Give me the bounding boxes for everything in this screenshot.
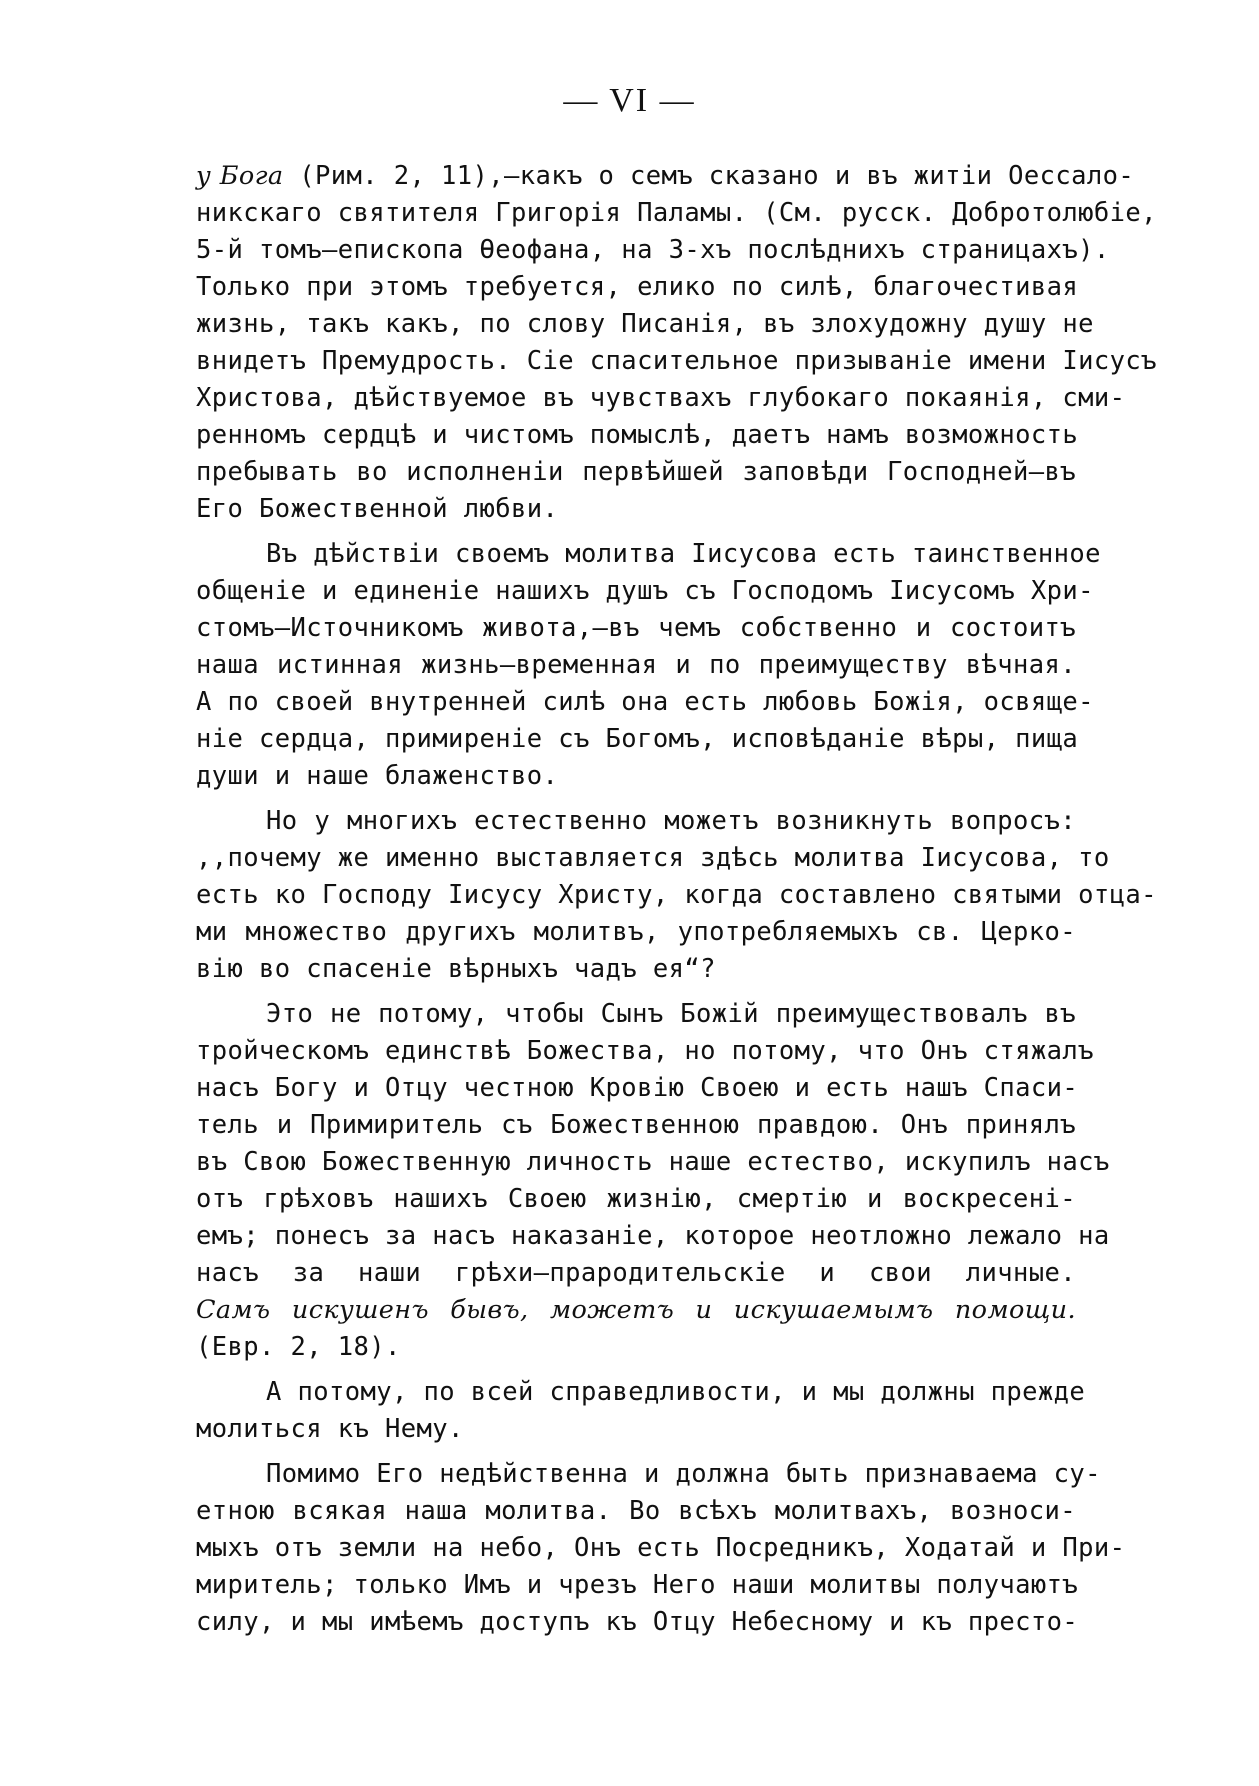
text-line <box>196 914 1076 951</box>
text-run: есть ко Господу Іисусу Христу, когда составлено святыми отца- <box>196 880 1157 910</box>
paragraph <box>196 996 1110 1366</box>
text-line <box>196 1107 1076 1144</box>
text-line <box>196 417 1079 454</box>
paragraph-gap <box>196 1366 1076 1374</box>
paragraph-gap <box>196 1448 1076 1456</box>
text-run: въ Свою Божественную личность наше естество, искупилъ насъ <box>196 1147 1110 1177</box>
body-text <box>196 158 1157 1641</box>
text-line <box>196 951 1076 988</box>
text-run: Это не потому, чтобы Сынъ Божій преимуществовалъ въ <box>266 999 1076 1029</box>
text-run: Помимо Его недѣйственна и должна быть признаваема су- <box>266 1459 1101 1489</box>
text-run: Его Божественной любви. <box>196 494 559 524</box>
text-run: Христова, дѣйствуемое въ чувствахъ глубокаго покаянія, сми- <box>196 383 1126 413</box>
text-run: жизнь, такъ какъ, по слову Писанія, въ злохудожну душу не <box>196 309 1094 339</box>
text-line <box>196 1218 1110 1255</box>
text-line <box>196 840 1110 877</box>
text-run: (Рим. 2, 11),—какъ о семъ сказано и въ житіи Оессало- <box>283 161 1135 191</box>
paragraph-gap <box>196 528 1076 536</box>
text-line <box>196 1144 1110 1181</box>
text-line <box>196 573 1094 610</box>
text-run: (Евр. 2, 18). <box>196 1332 401 1362</box>
text-run: никскаго святителя Григорія Паламы. (См. русск. Добротолюбіе, <box>196 198 1157 228</box>
text-line <box>196 610 1076 647</box>
text-line <box>196 1567 1079 1604</box>
text-run: Только при этомъ требуется, елико по силѣ, благочестивая <box>196 272 1079 302</box>
text-run: наша истинная жизнь—временная и по преимуществу вѣчная. <box>196 650 1076 680</box>
text-run: ренномъ сердцѣ и чистомъ помыслѣ, даетъ намъ возможность <box>196 420 1079 450</box>
text-line <box>196 306 1094 343</box>
paragraph <box>196 536 1101 795</box>
text-line <box>196 758 1076 795</box>
text-run: 5-й томъ—епископа Ѳеофана, на 3-хъ послѣднихъ страницахъ). <box>196 235 1110 265</box>
page-number: — VI — <box>563 82 696 119</box>
text-line <box>196 803 1076 840</box>
text-run: общеніе и единеніе нашихъ душъ съ Господомъ Іисусомъ Хри- <box>196 576 1094 606</box>
text-line <box>196 1181 1076 1218</box>
text-run: молиться къ Нему. <box>196 1414 464 1444</box>
paragraph <box>196 803 1157 988</box>
text-line <box>196 1033 1094 1070</box>
text-run: силу, и мы имѣемъ доступъ къ Отцу Небесному и къ престо- <box>196 1607 1079 1637</box>
text-line <box>196 647 1076 684</box>
paragraph <box>196 158 1157 528</box>
paragraph-gap <box>196 988 1076 996</box>
text-run: внидетъ Премудрость. Сіе спасительное призываніе имени Іисусъ <box>196 346 1157 376</box>
text-line <box>196 1292 1076 1329</box>
text-run: ми множество другихъ молитвъ, употребляемыхъ св. Церко- <box>196 917 1076 947</box>
text-line <box>196 195 1157 232</box>
text-line <box>196 491 1076 528</box>
text-run: тройческомъ единствѣ Божества, но потому, что Онъ стяжалъ <box>196 1036 1094 1066</box>
text-line <box>196 1411 1076 1448</box>
text-line <box>196 1530 1126 1567</box>
text-line <box>196 232 1110 269</box>
text-line <box>196 454 1076 491</box>
text-run: тель и Примиритель съ Божественною правдою. Онъ принялъ <box>196 1110 1076 1140</box>
text-line <box>196 1255 1076 1292</box>
text-line <box>196 380 1126 417</box>
text-run: Въ дѣйствіи своемъ молитва Іисусова есть таинственное <box>266 539 1101 569</box>
text-line <box>196 343 1157 380</box>
text-line <box>196 269 1079 306</box>
text-run: ніе сердца, примиреніе съ Богомъ, исповѣданіе вѣры, пища <box>196 724 1079 754</box>
text-run: А по своей внутренней силѣ она есть любовь Божія, освяще- <box>196 687 1094 717</box>
text-line <box>196 721 1079 758</box>
text-run: емъ; понесъ за насъ наказаніе, которое неотложно лежало на <box>196 1221 1110 1251</box>
text-run: насъ Богу и Отцу честною Кровію Своею и есть нашъ Спаси- <box>196 1073 1079 1103</box>
text-run: мыхъ отъ земли на небо, Онъ есть Посредникъ, Ходатай и При- <box>196 1533 1126 1563</box>
text-run: насъ за наши грѣхи—прародительскіе и свои личные. <box>196 1258 1076 1288</box>
text-line <box>196 996 1076 1033</box>
text-run: стомъ—Источникомъ живота,—въ чемъ собственно и состоитъ <box>196 613 1076 643</box>
text-run: души и наше блаженство. <box>196 761 559 791</box>
text-run: етною всякая наша молитва. Во всѣхъ молитвахъ, возноси- <box>196 1496 1076 1526</box>
text-run: отъ грѣховъ нашихъ Своею жизнію, смертію и воскресені- <box>196 1184 1076 1214</box>
text-run: ,,почему же именно выставляется здѣсь молитва Іисусова, то <box>196 843 1110 873</box>
text-run: пребывать во исполненіи первѣйшей заповѣди Господней—въ <box>196 457 1076 487</box>
text-line <box>196 684 1094 721</box>
italic-text: Самъ искушенъ бывъ, можетъ и искушаемымъ помощи. <box>196 1295 1076 1325</box>
text-line <box>196 536 1101 573</box>
text-line <box>196 877 1157 914</box>
italic-text: у Бога <box>196 161 284 191</box>
text-run: вію во спасеніе вѣрныхъ чадъ ея“? <box>196 954 716 984</box>
text-run: Но у многихъ естественно можетъ возникнуть вопросъ: <box>266 806 1076 836</box>
text-run: миритель; только Имъ и чрезъ Него наши молитвы получаютъ <box>196 1570 1079 1600</box>
text-line <box>196 1374 1086 1411</box>
text-line <box>196 1604 1079 1641</box>
text-line <box>196 1329 1076 1366</box>
text-line <box>196 1456 1101 1493</box>
text-run: А потому, по всей справедливости, и мы должны прежде <box>266 1377 1086 1407</box>
text-line <box>196 1493 1076 1530</box>
paragraph <box>196 1374 1086 1448</box>
paragraph-gap <box>196 795 1076 803</box>
text-line <box>196 1070 1079 1107</box>
text-line <box>196 158 1135 195</box>
paragraph <box>196 1456 1126 1641</box>
